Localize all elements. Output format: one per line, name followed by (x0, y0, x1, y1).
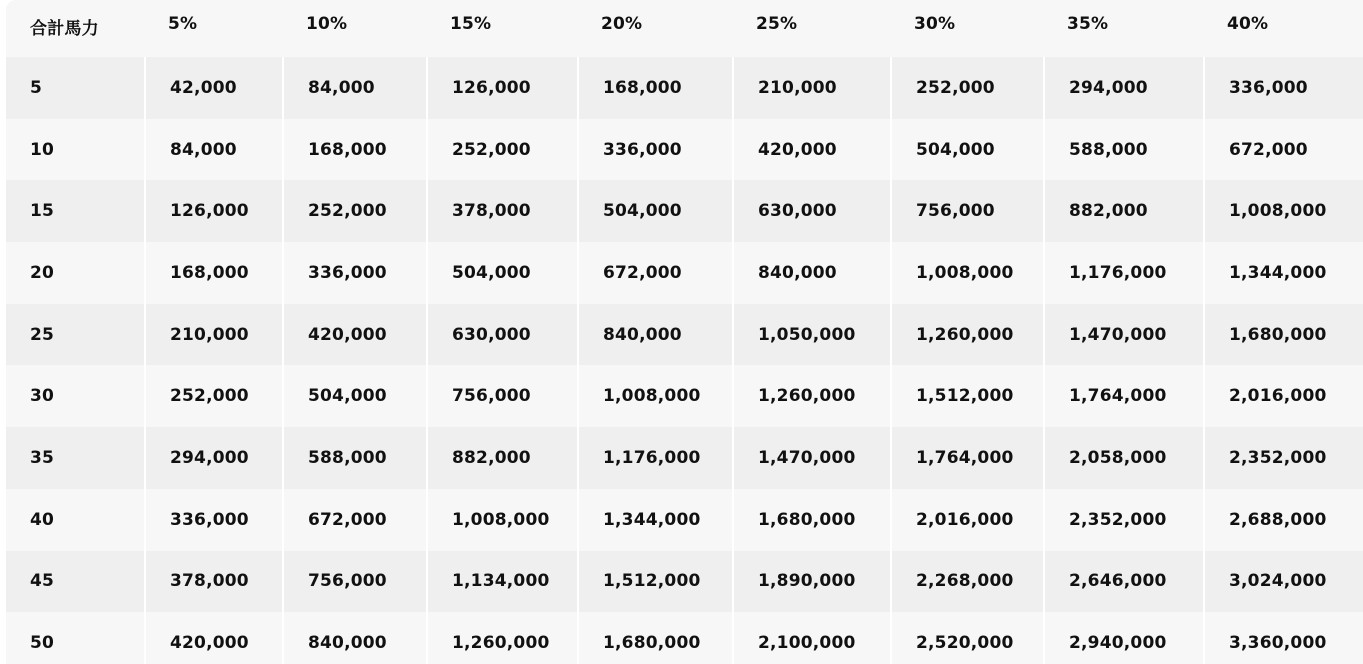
table-cell: 2,646,000 (1043, 551, 1203, 613)
table-cell: 252,000 (890, 57, 1043, 119)
table-cell: 672,000 (282, 489, 426, 551)
table-cell: 252,000 (426, 119, 577, 181)
table-cell: 840,000 (732, 242, 890, 304)
table-cell: 756,000 (890, 180, 1043, 242)
table-cell: 756,000 (426, 365, 577, 427)
table-cell: 2,058,000 (1043, 427, 1203, 489)
table-cell: 1,470,000 (732, 427, 890, 489)
table-cell: 168,000 (144, 242, 282, 304)
row-label-cell: 15 (6, 180, 144, 242)
table-cell: 2,520,000 (890, 612, 1043, 664)
table-cell: 336,000 (577, 119, 732, 181)
table-cell: 672,000 (1203, 119, 1363, 181)
table-cell: 882,000 (1043, 180, 1203, 242)
row-label-cell: 40 (6, 489, 144, 551)
table-row (6, 365, 1363, 427)
table-cell: 840,000 (282, 612, 426, 664)
table-cell: 84,000 (282, 57, 426, 119)
table-cell: 1,680,000 (732, 489, 890, 551)
table-cell: 252,000 (144, 365, 282, 427)
table-cell: 252,000 (282, 180, 426, 242)
table-cell: 1,260,000 (426, 612, 577, 664)
table-cell: 294,000 (1043, 57, 1203, 119)
column-header-percent: 40% (1203, 0, 1363, 57)
table-cell: 504,000 (577, 180, 732, 242)
table-cell: 588,000 (1043, 119, 1203, 181)
column-header-total-horsepower: 合計馬力 (6, 0, 144, 57)
table-cell: 126,000 (426, 57, 577, 119)
row-label-cell: 50 (6, 612, 144, 664)
table-row (6, 242, 1363, 304)
table-cell: 1,680,000 (1203, 304, 1363, 366)
table-cell: 2,940,000 (1043, 612, 1203, 664)
table-cell: 504,000 (890, 119, 1043, 181)
table-cell: 420,000 (732, 119, 890, 181)
table-cell: 630,000 (732, 180, 890, 242)
table-cell: 420,000 (144, 612, 282, 664)
column-header-percent: 35% (1043, 0, 1203, 57)
table-cell: 756,000 (282, 551, 426, 613)
table-cell: 294,000 (144, 427, 282, 489)
table-cell: 2,016,000 (890, 489, 1043, 551)
table-cell: 336,000 (144, 489, 282, 551)
table-cell: 2,100,000 (732, 612, 890, 664)
table-cell: 1,260,000 (890, 304, 1043, 366)
table-cell: 42,000 (144, 57, 282, 119)
row-label-cell: 10 (6, 119, 144, 181)
data-table-container (6, 0, 1363, 664)
table-cell: 630,000 (426, 304, 577, 366)
table-cell: 336,000 (282, 242, 426, 304)
table-cell: 1,344,000 (1203, 242, 1363, 304)
table-row (6, 304, 1363, 366)
table-cell: 1,176,000 (1043, 242, 1203, 304)
table-cell: 1,008,000 (1203, 180, 1363, 242)
table-cell: 1,008,000 (426, 489, 577, 551)
table-cell: 1,134,000 (426, 551, 577, 613)
table-header-row (6, 0, 1363, 57)
table-cell: 2,016,000 (1203, 365, 1363, 427)
table-cell: 840,000 (577, 304, 732, 366)
table-body (6, 57, 1363, 664)
table-cell: 1,260,000 (732, 365, 890, 427)
table-cell: 504,000 (426, 242, 577, 304)
column-header-percent: 15% (426, 0, 577, 57)
table-cell: 672,000 (577, 242, 732, 304)
table-row (6, 119, 1363, 181)
table-cell: 168,000 (577, 57, 732, 119)
table-cell: 588,000 (282, 427, 426, 489)
table-cell: 504,000 (282, 365, 426, 427)
table-cell: 1,764,000 (890, 427, 1043, 489)
table-cell: 1,344,000 (577, 489, 732, 551)
table-row (6, 427, 1363, 489)
table-header (6, 0, 1363, 57)
table-cell: 336,000 (1203, 57, 1363, 119)
table-row (6, 180, 1363, 242)
table-cell: 84,000 (144, 119, 282, 181)
table-cell: 210,000 (144, 304, 282, 366)
row-label-cell: 20 (6, 242, 144, 304)
table-cell: 168,000 (282, 119, 426, 181)
table-cell: 882,000 (426, 427, 577, 489)
table-cell: 2,352,000 (1043, 489, 1203, 551)
row-label-cell: 5 (6, 57, 144, 119)
row-label-cell: 45 (6, 551, 144, 613)
table-cell: 378,000 (144, 551, 282, 613)
table-row (6, 612, 1363, 664)
table-cell: 126,000 (144, 180, 282, 242)
table-row (6, 551, 1363, 613)
column-header-percent: 10% (282, 0, 426, 57)
table-cell: 2,268,000 (890, 551, 1043, 613)
table-cell: 1,890,000 (732, 551, 890, 613)
table-cell: 1,764,000 (1043, 365, 1203, 427)
data-table (6, 0, 1363, 664)
column-header-percent: 20% (577, 0, 732, 57)
table-cell: 3,024,000 (1203, 551, 1363, 613)
table-cell: 1,680,000 (577, 612, 732, 664)
row-label-cell: 30 (6, 365, 144, 427)
table-row (6, 489, 1363, 551)
table-cell: 210,000 (732, 57, 890, 119)
table-cell: 1,176,000 (577, 427, 732, 489)
table-cell: 2,688,000 (1203, 489, 1363, 551)
table-cell: 2,352,000 (1203, 427, 1363, 489)
table-cell: 3,360,000 (1203, 612, 1363, 664)
table-row (6, 57, 1363, 119)
row-label-cell: 25 (6, 304, 144, 366)
table-cell: 1,050,000 (732, 304, 890, 366)
table-cell: 1,008,000 (577, 365, 732, 427)
table-cell: 1,470,000 (1043, 304, 1203, 366)
column-header-percent: 30% (890, 0, 1043, 57)
table-cell: 420,000 (282, 304, 426, 366)
column-header-percent: 25% (732, 0, 890, 57)
table-cell: 1,512,000 (577, 551, 732, 613)
column-header-percent: 5% (144, 0, 282, 57)
row-label-cell: 35 (6, 427, 144, 489)
table-cell: 1,008,000 (890, 242, 1043, 304)
table-cell: 378,000 (426, 180, 577, 242)
table-cell: 1,512,000 (890, 365, 1043, 427)
